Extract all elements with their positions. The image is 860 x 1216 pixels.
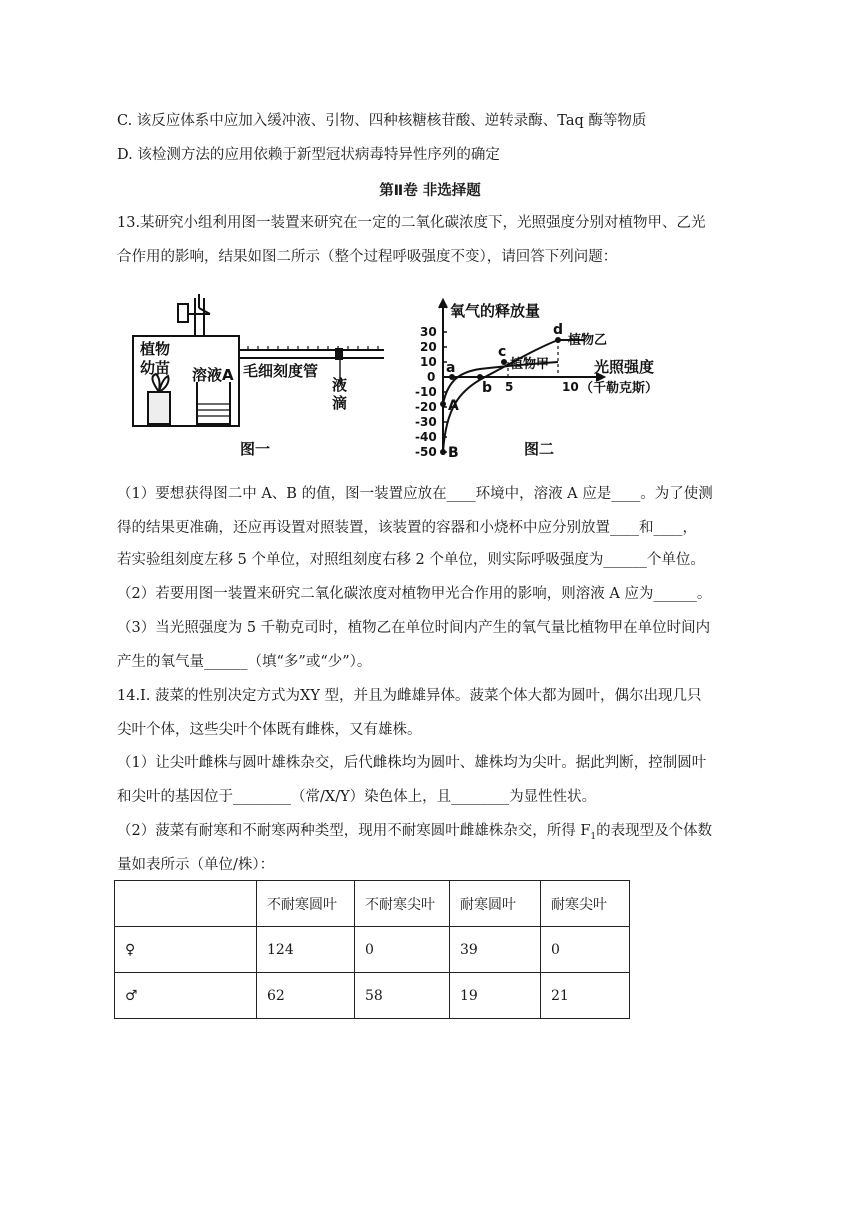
figure-apparatus-and-graph [130, 292, 690, 464]
label-c: c [498, 344, 507, 360]
y-tick-20: 20 [420, 340, 437, 354]
figure2-axes [439, 300, 604, 455]
section-title: 第Ⅱ卷 非选择题 [379, 183, 481, 199]
table-cell: 19 [450, 973, 541, 1019]
table-cell: 58 [355, 973, 450, 1019]
series-label-yi: 植物乙 [568, 333, 608, 348]
q13-2: （2）若要用图一装置来研究二氧化碳浓度对植物甲光合作用的影响，则溶液 A 应为______。 [117, 586, 712, 602]
q14-1-line2: 和尖叶的基因位于________（常/X/Y）染色体上，且________为显性性状。 [117, 789, 597, 805]
table-header-cell: 耐寒尖叶 [541, 881, 630, 927]
f1-phenotype-table [114, 880, 630, 1019]
y-tick-30: 30 [420, 325, 437, 339]
q14-stem-line2: 尖叶个体，这些尖叶个体既有雌株，又有雄株。 [117, 722, 422, 738]
table-header-row [115, 881, 630, 927]
y-tick-neg40: -40 [415, 430, 437, 444]
table-header-cell [115, 881, 257, 927]
table-cell: ♀ [115, 927, 257, 973]
x-tick-10: 10 [562, 380, 579, 394]
label-seedling: 幼苗 [140, 359, 171, 377]
table-cell: 39 [450, 927, 541, 973]
q14-2-line2: 量如表所示（单位/株）： [117, 857, 275, 873]
table-cell: 21 [541, 973, 630, 1019]
label-drop-2: 滴 [332, 394, 348, 412]
label-A: A [448, 398, 459, 414]
x-axis-unit: （千勒克斯） [580, 381, 659, 396]
caption-figure2: 图二 [524, 440, 555, 458]
y-tick-neg10: -10 [415, 385, 437, 399]
y-axis-title: 氧气的释放量 [450, 302, 541, 320]
table-cell: 0 [541, 927, 630, 973]
y-tick-0: 0 [427, 370, 436, 384]
q14-2-line1 [117, 821, 712, 847]
q13-1-line2: 得的结果更准确，还应再设置对照装置，该装置的容器和小烧杯中应分别放置____和____， [117, 520, 697, 536]
q13-1-line1: （1）要想获得图二中 A、B 的值，图一装置应放在____环境中，溶液 A 应是____。为了使测 [117, 486, 713, 502]
table-cell: 0 [355, 927, 450, 973]
label-b: b [482, 380, 493, 396]
y-tick-neg30: -30 [415, 415, 437, 429]
label-a: a [446, 360, 456, 376]
label-drop-1: 液 [332, 376, 348, 394]
q14-2-line1-b: 的表现型及个体数 [596, 823, 713, 839]
option-c: C. 该反应体系中应加入缓冲液、引物、四种核糖核苷酸、逆转录酶、Taq 酶等物质 [117, 113, 647, 129]
q13-1-line3: 若实验组刻度左移 5 个单位，对照组刻度右移 2 个单位，则实际呼吸强度为______个单位。 [117, 552, 705, 568]
x-axis-title: 光照强度 [594, 358, 655, 376]
table-cell: 62 [257, 973, 355, 1019]
label-capillary-tube: 毛细刻度管 [243, 362, 319, 380]
q14-1-line1: （1）让尖叶雌株与圆叶雄株杂交，后代雌株均为圆叶、雄株均为尖叶。据此判断，控制圆叶 [117, 755, 707, 771]
table-cell: 124 [257, 927, 355, 973]
x-tick-5: 5 [505, 380, 514, 394]
f1-subscript: 1 [590, 831, 597, 842]
table-header-cell: 不耐寒圆叶 [257, 881, 355, 927]
q13-3-line2: 产生的氧气量______（填“多”或“少”）。 [117, 654, 372, 670]
y-tick-10: 10 [420, 355, 437, 369]
series-label-jia: 植物甲 [510, 357, 550, 372]
y-tick-neg50: -50 [415, 445, 437, 459]
q14-stem-line1: 14.Ⅰ. 菠菜的性别决定方式为XY 型，并且为雌雄异体。菠菜个体大都为圆叶，偶尔出现几只 [117, 688, 702, 704]
table-row [115, 927, 630, 973]
label-solution-a: 溶液A [192, 366, 234, 384]
y-tick-neg20: -20 [415, 400, 437, 414]
table-cell: ♂ [115, 973, 257, 1019]
label-plant: 植物 [140, 340, 171, 358]
point-B [440, 449, 446, 455]
label-d: d [553, 322, 564, 338]
point-A [440, 401, 446, 407]
table-row [115, 973, 630, 1019]
option-d: D. 该检测方法的应用依赖于新型冠状病毒特异性序列的确定 [117, 147, 500, 163]
table-header-cell: 耐寒圆叶 [450, 881, 541, 927]
caption-figure1: 图一 [240, 440, 271, 458]
label-B: B [448, 445, 459, 461]
table-header-cell: 不耐寒尖叶 [355, 881, 450, 927]
q13-stem-line1: 13.某研究小组利用图一装置来研究在一定的二氧化碳浓度下，光照强度分别对植物甲、乙光 [117, 215, 706, 231]
q14-2-line1-a: （2）菠菜有耐寒和不耐寒两种类型，现用不耐寒圆叶雌雄株杂交，所得 F [117, 823, 591, 839]
q13-stem-line2: 合作用的影响，结果如图二所示（整个过程呼吸强度不变），请回答下列问题： [117, 249, 618, 265]
q13-3-line1: （3）当光照强度为 5 千勒克司时，植物乙在单位时间内产生的氧气量比植物甲在单位时间内 [117, 620, 711, 636]
